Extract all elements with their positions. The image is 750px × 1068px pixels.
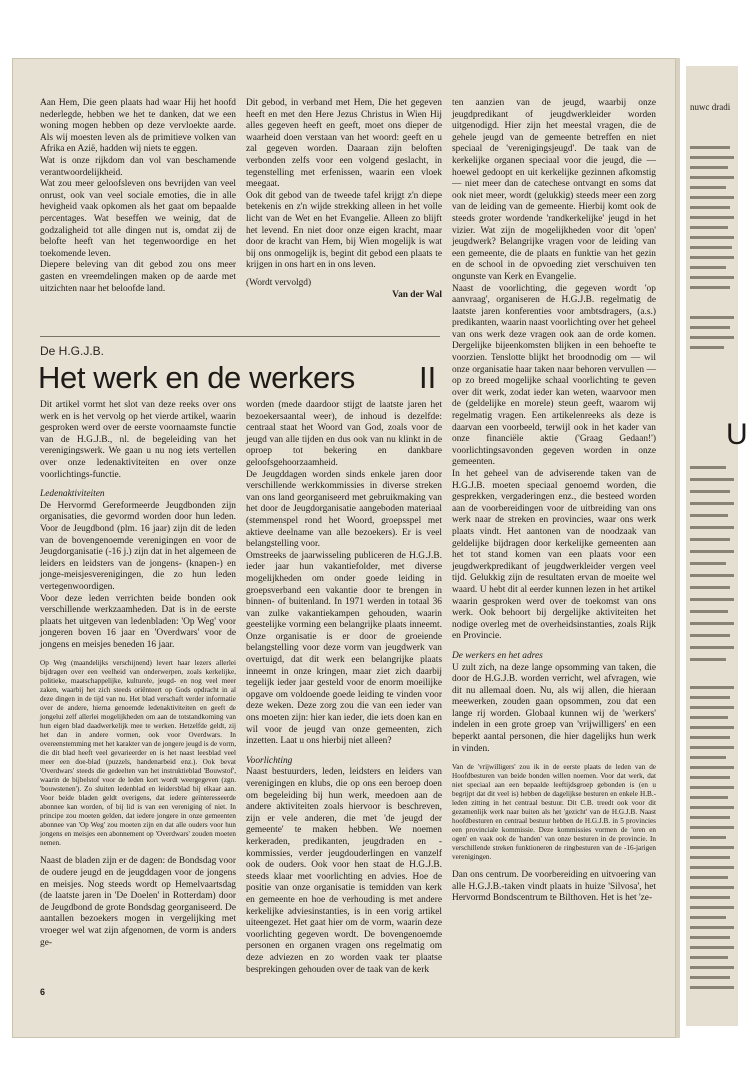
text-line (690, 876, 728, 879)
article-col-1 (40, 400, 236, 949)
paragraph: Wat zou meer geloofsleven ons bevrijden van veel onrust, ook van veel sociale emoties, die in alle hevigheid vaak opkomen als het gaat om bepaalde percentages. Wat beseffen we weinig, dat de godzaligheid tot alle dingen nut is, omdat zij de belofte heeft van het tegenwoordige en het toekomende leven. (40, 179, 236, 259)
text-line (690, 502, 734, 505)
text-line (690, 466, 726, 469)
text-line (690, 316, 734, 319)
text-line (690, 634, 730, 637)
paragraph: Naast de bladen zijn er de dagen: de Bondsdag voor de oudere jeugd en de jeugddagen voor de jongens en meisjes. Nog steeds wordt op Hemelvaartsdag (de laatste jaren in 'De Doelen' in Rotterdam) door de Jeugdbond de grote Bondsdag georganiseerd. De aantallen bezoekers mogen in vergelijking met vroeger wel wat zijn afgenomen, de vorm is anders ge- (40, 856, 236, 948)
section-label: De H.G.J.B. (40, 344, 105, 358)
text-line (690, 346, 724, 349)
text-line (690, 478, 734, 481)
text-line (690, 856, 730, 859)
text-line (690, 610, 728, 613)
text-line (690, 906, 734, 909)
text-line (690, 836, 726, 839)
article-col-2 (246, 400, 442, 976)
text-line (690, 926, 734, 929)
text-line (690, 246, 732, 249)
text-line (690, 786, 734, 789)
text-line (690, 886, 734, 889)
text-line (690, 514, 728, 517)
text-line (690, 796, 728, 799)
text-line (690, 946, 734, 949)
text-line (690, 196, 734, 199)
text-line (690, 146, 730, 149)
text-line (690, 816, 730, 819)
text-line (690, 696, 730, 699)
text-line (690, 562, 726, 565)
text-line (690, 716, 728, 719)
text-line (690, 586, 730, 589)
subheading: Ledenaktiviteiten (40, 489, 105, 500)
paragraph: Omstreeks de jaarwisseling publiceren de H.G.J.B. ieder jaar hun vakantiefolder, met diverse mogelijkheden om onder goede leiding in groepsverband een vakantie door te brengen in binnen- of buitenland. In 1971 werden in totaal 36 van zulke vakantiekampen gehouden, waarin geestelijke vorming een belangrijke plaats inneemt. Onze organisatie is er door de groeiende belangstelling voor deze vorm van jeugdwerk van overtuigd, dat dit werk een belangrijke plaats inneemt in onze kringen, maar ziet zich daarbij tegelijk ieder jaar gesteld voor de enorm moeilijke opgave om voldoende goede leiding te vinden voor deze weken. Deze zorg zou die van een ieder van ons moeten zijn: hier kan ieder, die iets doen kan en wil voor de jeugd van onze gemeenten, zich inzetten. Laat u ons hierbij niet alleen? (246, 550, 442, 747)
paragraph: Wat is onze rijkdom dan vol van beschamende verantwoordelijkheid. (40, 155, 236, 178)
text-line (690, 936, 730, 939)
text-line (690, 726, 734, 729)
text-line (690, 658, 726, 661)
text-line (690, 746, 734, 749)
text-line (690, 966, 734, 969)
text-line (690, 986, 734, 989)
text-line (690, 550, 734, 553)
article-title: Het werk en de werkers (38, 360, 355, 395)
prev-article-col-1 (40, 98, 236, 295)
text-line (690, 286, 730, 289)
text-line (690, 766, 734, 769)
text-line (690, 736, 730, 739)
subheading: Voorlichting (246, 755, 293, 766)
next-page-title-fragment: U (726, 418, 748, 451)
paragraph: (Wordt vervolgd) (246, 277, 312, 288)
small-print: Op Weg (maandelijks verschijnend) levert haar lezers allerlei bijdragen over een veelheid van onderwerpen, zoals kerkelijke, politieke, maatschappelijke, kulturele, jeugd- en nog veel meer zaken, waarbij het zich steeds oriënteert op Gods opdracht in al deze dingen in de tijd van nu. Het blad verschaft verder informatie over de andere, hierna genoemde ledenaktiviteiten en geeft de jongelui zelf allerlei mogelijkheden om aan de totstandkoming van hun eigen blad daadwerkelijk mee te werken. Hetzelfde geldt, zij het dan in andere vormen, ook voor Overdwars. In overeenstemming met het karakter van de jongere jeugd is de vorm, die dit blad heeft veel gevarieerder en is het naast leesblad veel meer een doe-blad (puzzels, handenarbeid enz.). Ook bevat 'Overdwars' steeds die gedeelten van het instruktieblad 'Bouwstof', waarin de bijbelstof voor de leden kort wordt weergegeven (zgn. 'bouwstenen'). Zo sluiten ledenblad en leidersblad bij elkaar aan. Voor beide bladen geldt overigens, dat iedere geïnteresseerde abonnee kan worden, of bij lid is van een vereniging of niet. In principe zou moeten gelden, dat iedere jongere in onze gemeenten abonnee van 'Op Weg' zou moeten zijn en dat alle ouders voor hun jongens en meisjes een abonnement op 'Overdwars' zouden moeten nemen. (40, 659, 236, 848)
text-line (690, 598, 734, 601)
text-line (690, 226, 728, 229)
small-print: Van de 'vrijwilligers' zou ik in de eerste plaats de leden van de Hoofdbesturen van beide bonden willen noemen. Voor dat werk, dat niet speciaal aan een bepaalde leeftijdsgroep gebonden is (en u begrijpt dat dit veel is) hebben de dagelijkse besturen en enkele H.B.-leden zitting in het centraal bestuur. Dit C.B. treedt ook voor dit gezamenlijk werk naar buiten als het 'gezicht' van de H.G.J.B. Naast hoofdbesturen en centraal bestuur hebben de H.G.J.B. in 5 provincies een provinciale kommissie. Deze kommissies vormen de 'oren en ogen' en vaak ook de 'handen' van onze besturen in de provincie. In verschillende streken funktioneren de ringbesturen van de -16-jarigen verenigingen. (452, 763, 656, 862)
page-number: 6 (40, 987, 46, 997)
paragraph: worden (mede daardoor stijgt de laatste jaren het bezoekersaantal weer), de inhoud is dezelfde: centraal staat het Woord van God, zoals voor de jeugd van alle tijden en dus ook van nu klinkt in de oproep tot bekering en dankbare geloofsgehoorzaamheid. (246, 400, 442, 468)
prev-article-col-2 (246, 98, 442, 301)
text-line (690, 846, 734, 849)
text-line (690, 706, 734, 709)
text-line (690, 156, 734, 159)
text-line (690, 490, 730, 493)
text-line (690, 646, 734, 649)
text-line (690, 622, 734, 625)
paragraph: Aan Hem, Die geen plaats had waar Hij het hoofd nederlegde, hebben we het te danken, dat we een woning mogen hebben op deze vervloekte aarde. Als wij moesten leven als de primitieve volken van Afrika en Azië, hadden wij niets te eggen. (40, 98, 236, 155)
paragraph: ten aanzien van de jeugd, waarbij onze jeugdpredikant of jeugdwerkleider worden uitgenodigd. Hier zijn het meestal vragen, die de gehele jeugd van de gemeente betreffen en niet speciaal de 'verenigingsjeugd'. De taak van de kerkelijke organen speciaal voor die jeugd, die — hoewel gedoopt en uit kerkelijke gezinnen afkomstig — niet meer dan de catechese ontvangt en soms dat ook niet meer, wordt (gelukkig) steeds meer een zorg van de leiding van de gemeente. Hierbij komt ook de steeds groter wordende 'randkerkelijke' jeugd in het vizier. Wat zijn de mogelijkheden voor dit 'open' jeugdwerk? Belangrijke vragen voor de leiding van een gemeente, die de plaats en funktie van het gezin en de school in de opvoeding ziet verschuiven ten ongunste van Kerk en Evangelie. (452, 98, 656, 282)
next-page-sliver (686, 66, 748, 1026)
paragraph: Naast bestuurders, leden, leidsters en leiders van verenigingen en klubs, die op ons een beroep doen om begeleiding bij hun werk, meedoen aan de andere aktiviteiten zoals hiervoor is beschreven, zijn er vele anderen, die met 'de jeugd der gemeente' te maken hebben. We noemen kerkeraden, predikanten, jeugdraden en -kommissies, verder jeugdouderlingen en vanzelf ook de ouders. Ook voor hen staat de H.G.J.B. steeds klaar met voorlichting en advies. Hoe de positie van onze organisatie is temidden van kerk en gemeente en hoe de verhouding is met andere kerkelijke adviesinstanties, is in een vorig artikel uiteengezet. Het gaat hier om de vorm, waarin deze voorlichting gegeven wordt. De bovengenoemde personen en organen vragen ons regelmatig om deze adviezen en zo worden vaak ter plaatse besprekingen gehouden over de taak van de kerk (246, 767, 442, 975)
text-line (690, 806, 734, 809)
text-line (690, 256, 734, 259)
author-signature: Van der Wal (392, 289, 442, 300)
article-col-3 (452, 98, 656, 905)
paragraph: Dan ons centrum. De voorbereiding en uitvoering van alle H.G.J.B.-taken vindt plaats in huize 'Silvosa', het Hervormd Bondscentrum te Bilthoven. Het is het 'ze- (452, 870, 656, 904)
text-line (690, 976, 730, 979)
text-line (690, 538, 730, 541)
section-divider (40, 336, 440, 337)
paragraph: Ook dit gebod van de tweede tafel krijgt z'n diepe betekenis en z'n wijde strekking alleen in het volle licht van de Wet en het Evangelie. Alleen zo blijft het levend. En niet door onze eigen kracht, maar door de kracht van Hem, bij Wien mogelijk is wat bij ons onmogelijk is, begint dit gebod een plaats te krijgen in ons hart en in ons leven. (246, 190, 442, 271)
paragraph: Diepere beleving van dit gebod zou ons meer gasten en vreemdelingen maken op de aarde met uitzichten naar het beloofde land. (40, 260, 236, 294)
text-line (690, 206, 730, 209)
text-line (690, 776, 730, 779)
text-line (690, 266, 726, 269)
text-line (690, 916, 726, 919)
text-line (690, 526, 734, 529)
text-line (690, 896, 730, 899)
text-line (690, 686, 734, 689)
text-line (690, 166, 728, 169)
paragraph: U zult zich, na deze lange opsomming van taken, die door de H.G.J.B. worden verricht, wel afvragen, wie dit nu allemaal doen. Nu, als wij allen, die hieraan meewerken, zouden gaan opsommen, zou dat een lange rij worden. Globaal kunnen wij de 'werkers' indelen in een grote groep van 'vrijwilligers' en een beperkt aantal personen, die hier dagelijks hun werk in vinden. (452, 662, 656, 754)
paragraph: De Jeugddagen worden sinds enkele jaren door verschillende werkkommissies in diverse streken van ons land georganiseerd met gebruikmaking van het door de Jeugdorganisatie aangeboden materiaal (stemmenspel rond het Woord, groepsspel met aktieve deelname van alle bezoekers). Er is veel belangstelling voor. (246, 469, 442, 550)
paragraph: De Hervormd Gereformeerde Jeugdbonden zijn organisaties, die gevormd worden door hun leden. Voor de Jeugdbond (plm. 16 jaar) zijn dit de leden van de bovengenoemde verenigingen en voor de Jeugdorganisatie (-16 j.) zijn dat in het algemeen de leiders en leidsters van de jongens- (knapen-) en jonge-meisjesverenigingen, die zo hun leden vertegenwoordigen. (40, 500, 236, 592)
text-line (690, 236, 734, 239)
next-page-fragment: nuwc dradi (690, 102, 731, 112)
text-line (690, 216, 734, 219)
article-intro: Dit artikel vormt het slot van deze reeks over ons werk en is het vervolg op het vierde artikel, waarin gesproken werd over de eerste voornaamste functie van de H.G.J.B., nl. de begeleiding van het verenigingswerk. We gaan u nu nog iets vertellen over onze ledenaktiviteiten en over onze voorlichtings-functie. (40, 400, 236, 480)
text-line (690, 574, 734, 577)
text-line (690, 756, 726, 759)
text-line (690, 186, 726, 189)
text-line (690, 336, 734, 339)
paragraph: Dit gebod, in verband met Hem, Die het gegeven heeft en met den Here Jezus Christus in Wien Hij alles gegeven heeft en geeft, moet ons dieper de waarheid doen verstaan van het woord: geeft en u zal gegeven worden. Daaraan zijn beloften verbonden zelfs voor een volgend geslacht, in tegenstelling met erfenissen, waarin een vloek meegaat. (246, 98, 442, 190)
paragraph: In het geheel van de adviserende taken van de H.G.J.B. moeten speciaal genoemd worden, die gesprekken, vergaderingen enz., die besteed worden aan de voorbereidingen voor de uitbreiding van ons werk naar de streken en provincies, waar ons werk plaats vindt. Het aantonen van de noodzaak van geldelijke bijdragen door kerkelijke gemeenten aan het tot stand komen van een plaats voor een jeugdwerkpredikant of jeugdwerkleider vergen veel tijd. Gelukkig zijn de resultaten ervan de moeite wel waard. U hebt dit al eerder kunnen lezen in het artikel waarin gesproken werd over de toekomst van ons werk. Ook behoort bij dergelijke aktiviteiten het nodige overleg met de overheidsinstanties, zoals Rijk en Provincie. (452, 469, 656, 642)
text-line (690, 866, 734, 869)
paragraph: Naast de voorlichting, die gegeven wordt 'op aanvraag', organiseren de H.G.J.B. regelmatig de laatste jaren konferenties voor ambtsdragers, (a.s.) predikanten, waarin naast voorlichting over het geheel van ons werk deze vragen ook aan de orde komen. Dergelijke bijeenkomsten blijken in een behoefte te voorzien. Tenslotte blijkt het broodnodig om — wil onze organisatie haar taken naar behoren vervullen — op zo breed mogelijke schaal voorlichting te geven over dit werk, zodat ieder kan weten, waarvoor men de (geldelijke en morele) steun geeft, waarom wij regelmatig vragen. Een artikelenreeks als deze is daarvan een voorbeeld, terwijl ook in het kader van onze financiële aktie ('Graag Gedaan!') voorlichtingsavonden gegeven worden in onze gemeenten. (452, 283, 656, 468)
article-part-number: II (419, 360, 437, 395)
text-line (690, 826, 734, 829)
subheading: De werkers en het adres (452, 650, 543, 661)
text-line (690, 276, 734, 279)
paragraph: Voor deze leden verrichten beide bonden ook verschillende werkzaamheden. Dat is in de eerste plaats het uitgeven van ledenbladen: 'Op Weg' voor jongeren boven 16 jaar en 'Overdwars' voor de jongens en meisjes beneden 16 jaar. (40, 593, 236, 650)
text-line (690, 176, 734, 179)
text-line (690, 956, 728, 959)
text-line (690, 326, 730, 329)
